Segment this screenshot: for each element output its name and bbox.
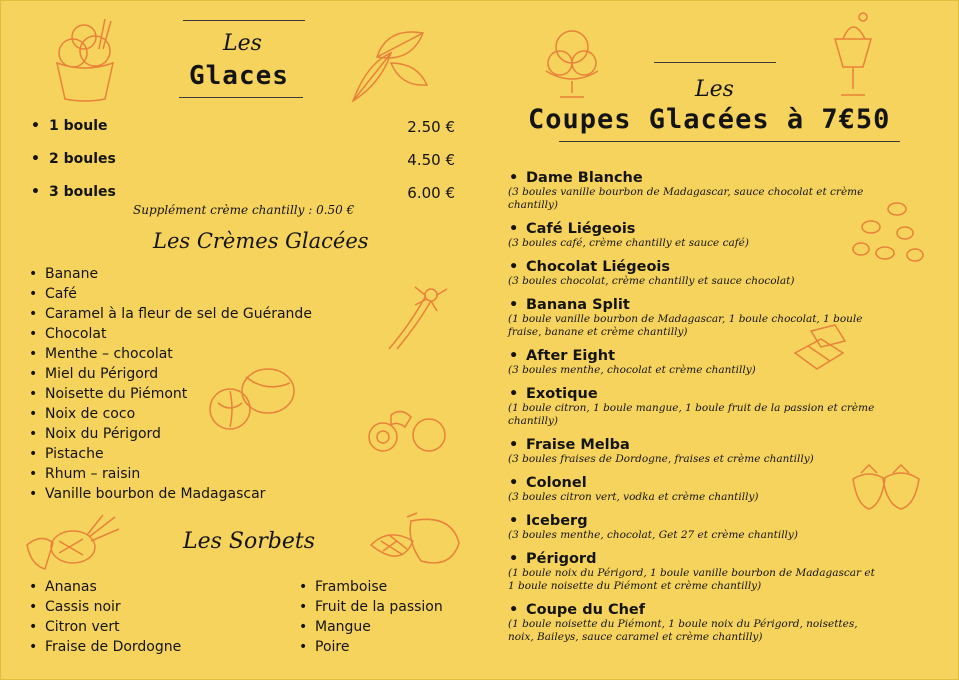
creme-flavor-item: • Café — [45, 284, 312, 304]
chocolate-bar-icon — [791, 323, 849, 373]
sorbet-flavor-item: • Citron vert — [45, 617, 181, 637]
creme-flavor-item: • Noix de coco — [45, 404, 312, 424]
coupe-name: • Périgord — [526, 551, 878, 567]
sorbet-flavor-item: • Fruit de la passion — [315, 597, 443, 617]
coupe-item — [508, 386, 878, 427]
coupes-rule-bottom — [559, 141, 900, 142]
coupe-name: • Iceberg — [526, 513, 878, 529]
coupe-name: • Fraise Melba — [526, 437, 878, 453]
coupe-description: (3 boules vanille bourbon de Madagascar, sauce chocolat et crème chantilly) — [508, 186, 864, 211]
price-label: 2 boules — [49, 151, 116, 167]
coupe-item — [508, 513, 878, 542]
ice-cream-cup-icon — [49, 15, 121, 103]
coupe-description: (1 boule vanille bourbon de Madagascar, 1 boule chocolat, 1 boule fraise, banane et crème chantilly) — [508, 313, 863, 338]
sorbet-flavor-item: • Poire — [315, 637, 443, 657]
coupes-title-script: Les — [695, 77, 734, 102]
coupe-description: (1 boule noisette du Piémont, 1 boule noix du Périgord, noisettes, noix, Baileys, sauce caramel et crème chantilly) — [508, 618, 858, 643]
sorbet-flavor-item: • Fraise de Dordogne — [45, 637, 181, 657]
pineapple-icon — [23, 513, 121, 573]
coupe-name: • Chocolat Liégeois — [526, 259, 878, 275]
title-rule-bottom — [179, 97, 303, 98]
coupe-description: (3 boules citron vert, vodka et crème chantilly) — [508, 491, 759, 503]
coupe-item — [508, 437, 878, 466]
sorbet-flavor-item: • Mangue — [315, 617, 443, 637]
supplement-note: Supplément crème chantilly : 0.50 € — [133, 203, 355, 217]
coupe-description: (3 boules café, crème chantilly et sauce café) — [508, 237, 749, 249]
price-row — [49, 151, 455, 167]
price-value: 2.50 € — [407, 118, 455, 136]
coupes-title: Coupes Glacées à 7€50 — [528, 104, 891, 135]
coupe-description: (3 boules menthe, chocolat, Get 27 et crème chantilly) — [508, 529, 798, 541]
price-value: 4.50 € — [407, 151, 455, 169]
price-label: 3 boules — [49, 184, 116, 200]
strawberry-icon — [847, 461, 923, 513]
mint-leaves-icon — [347, 23, 431, 105]
coupe-item — [508, 221, 878, 250]
coupe-item — [508, 551, 878, 592]
creme-flavor-item: • Noisette du Piémont — [45, 384, 312, 404]
mango-icon — [367, 511, 463, 573]
glaces-title: Glaces — [189, 61, 289, 91]
coupe-name: • Coupe du Chef — [526, 602, 878, 618]
price-row — [49, 184, 455, 200]
creme-flavor-item: • Caramel à la fleur de sel de Guérande — [45, 304, 312, 324]
coupe-description: (1 boule noix du Périgord, 1 boule vanille bourbon de Madagascar et 1 boule noisette du Piémont et crème chantilly) — [508, 567, 875, 592]
price-value: 6.00 € — [407, 184, 455, 202]
coupe-item — [508, 170, 878, 211]
coupe-item — [508, 602, 878, 643]
walnut-icon — [206, 363, 298, 433]
creme-flavor-item: • Miel du Périgord — [45, 364, 312, 384]
ice-cream-bowl-icon — [542, 21, 602, 101]
coupe-description: (3 boules menthe, chocolat et crème chantilly) — [508, 364, 756, 376]
creme-flavor-item: • Vanille bourbon de Madagascar — [45, 484, 312, 504]
coupe-name: • Café Liégeois — [526, 221, 878, 237]
coupe-description: (3 boules chocolat, crème chantilly et sauce chocolat) — [508, 275, 795, 287]
coupe-name: • Exotique — [526, 386, 878, 402]
creme-flavor-item: • Rhum – raisin — [45, 464, 312, 484]
sorbet-flavor-item: • Cassis noir — [45, 597, 181, 617]
price-row — [49, 118, 455, 134]
sorbet-flavor-item: • Framboise — [315, 577, 443, 597]
coupe-item — [508, 475, 878, 504]
coffee-beans-icon — [849, 197, 927, 269]
coupe-name: • Dame Blanche — [526, 170, 878, 186]
coupe-name: • Banana Split — [526, 297, 878, 313]
hazelnut-icon — [365, 405, 451, 457]
title-rule-top — [183, 20, 305, 21]
creme-flavor-item: • Noix du Périgord — [45, 424, 312, 444]
coupe-item — [508, 259, 878, 288]
sorbets-list-col1 — [45, 577, 181, 657]
creme-flavor-item: • Pistache — [45, 444, 312, 464]
cremes-title: Les Crèmes Glacées — [153, 229, 369, 253]
glaces-title-script: Les — [223, 31, 262, 56]
coupe-description: (1 boule citron, 1 boule mangue, 1 boule fruit de la passion et crème chantilly) — [508, 402, 875, 427]
creme-flavor-item: • Banane — [45, 264, 312, 284]
sundae-glass-icon — [829, 9, 877, 101]
price-label: 1 boule — [49, 118, 108, 134]
creme-flavor-item: • Chocolat — [45, 324, 312, 344]
sorbets-title: Les Sorbets — [183, 529, 315, 554]
creme-flavor-item: • Menthe – chocolat — [45, 344, 312, 364]
sorbet-flavor-item: • Ananas — [45, 577, 181, 597]
coupe-name: • Colonel — [526, 475, 878, 491]
coupe-description: (3 boules fraises de Dordogne, fraises et crème chantilly) — [508, 453, 814, 465]
sorbets-list-col2 — [315, 577, 443, 657]
coupes-rule-top — [654, 62, 776, 63]
coupe-name: • After Eight — [526, 348, 878, 364]
vanilla-flower-icon — [385, 283, 451, 353]
